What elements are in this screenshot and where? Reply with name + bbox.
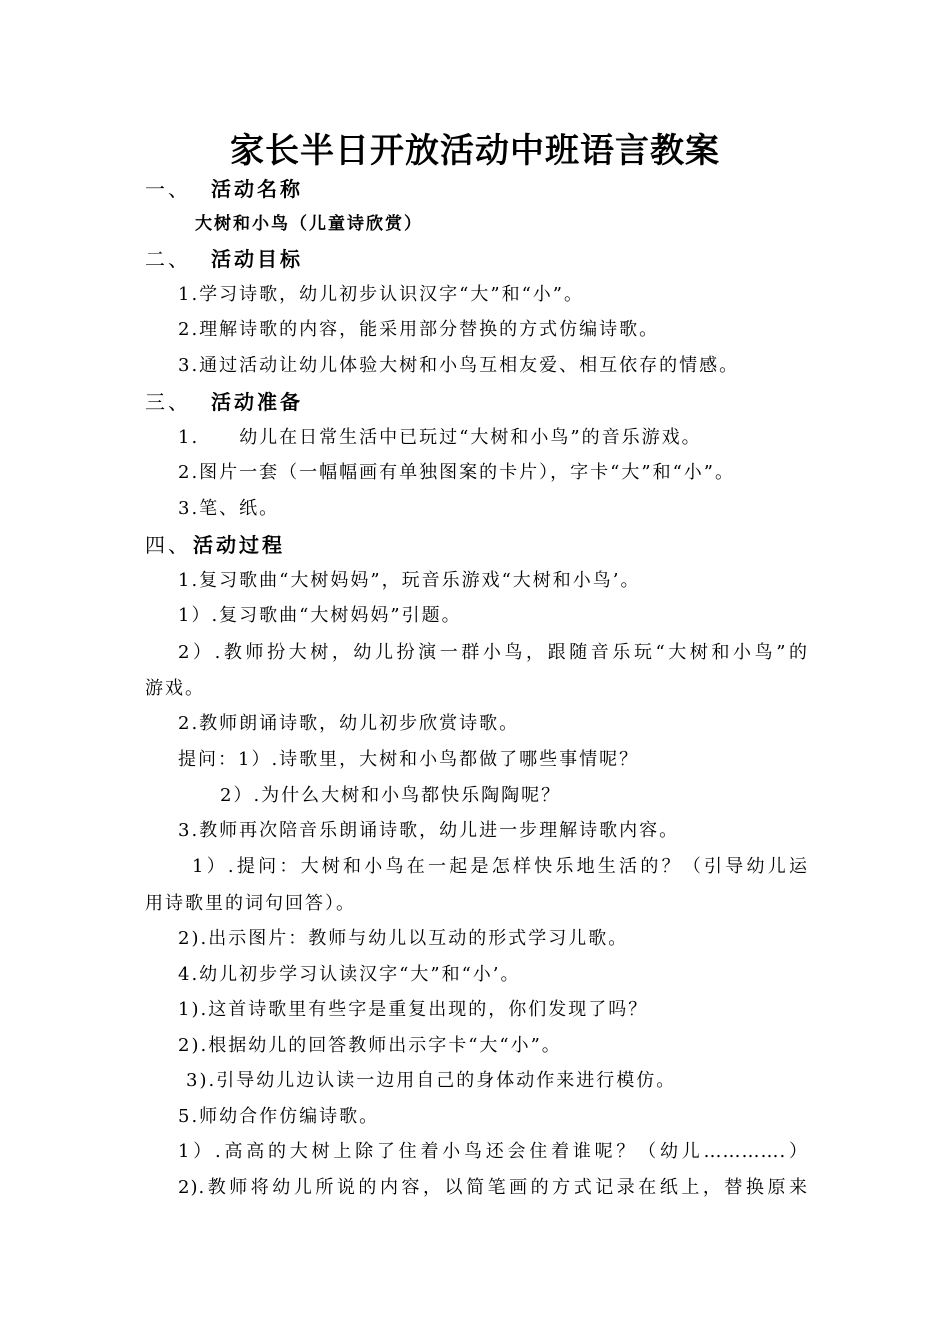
preparation-text: 幼儿在日常生活中已玩过“大树和小鸟”的音乐游戏。 — [239, 427, 702, 448]
process-line: 2).根据幼儿的回答教师出示字卡“大“小”。 — [178, 1035, 562, 1056]
preparation-item: 2.图片一套（一幅幅画有单独图案的卡片），字卡“大”和“小”。 — [178, 462, 735, 483]
process-line: 2.教师朗诵诗歌，幼儿初步欣赏诗歌。 — [178, 713, 520, 734]
process-line: 1）.复习歌曲“大树妈妈”引题。 — [178, 605, 462, 626]
process-line: 1）.高高的大树上除了住着小鸟还会住着谁呢？（幼儿………….） — [178, 1141, 808, 1162]
goal-item: 2.理解诗歌的内容，能采用部分替换的方式仿编诗歌。 — [178, 319, 660, 340]
section-title: 活动过程 — [193, 533, 285, 557]
goal-item: 3.通过活动让幼儿体验大树和小鸟互相友爱、相互依存的情感。 — [178, 355, 740, 376]
activity-name: 大树和小鸟（儿童诗欣赏） — [195, 214, 423, 234]
section-heading-3 — [145, 389, 303, 415]
section-heading-1 — [145, 176, 303, 202]
process-line: 游戏。 — [145, 678, 205, 699]
goal-item: 1.学习诗歌，幼儿初步认识汉字“大”和“小”。 — [178, 284, 584, 305]
process-line: 4.幼儿初步学习认读汉字“大”和“小’。 — [178, 964, 521, 985]
section-title: 活动目标 — [211, 247, 303, 271]
process-line: 提问：1）.诗歌里，大树和小鸟都做了哪些事情呢？ — [178, 749, 640, 770]
process-line: 1.复习歌曲“大树妈妈”，玩音乐游戏“大树和小鸟’。 — [178, 570, 641, 591]
section-number: 三、 — [145, 390, 191, 414]
process-line: 3).引导幼儿边认读一边用自己的身体动作来进行模仿。 — [186, 1070, 677, 1091]
preparation-number: 1. — [178, 427, 200, 448]
process-line: 2).教师将幼儿所说的内容，以简笔画的方式记录在纸上，替换原来 — [178, 1177, 808, 1198]
process-line: 1）.提问：大树和小鸟在一起是怎样快乐地生活的？（引导幼儿运 — [192, 856, 808, 877]
process-line: 3.教师再次陪音乐朗诵诗歌，幼儿进一步理解诗歌内容。 — [178, 820, 680, 841]
section-number: 一、 — [145, 177, 191, 201]
process-line: 2）.为什么大树和小鸟都快乐陶陶呢？ — [220, 785, 562, 806]
process-line: 2）.教师扮大树，幼儿扮演一群小鸟，跟随音乐玩“大树和小鸟”的 — [178, 642, 808, 663]
section-title: 活动名称 — [211, 177, 303, 201]
section-title: 活动准备 — [211, 390, 303, 414]
process-line: 用诗歌里的词句回答）。 — [145, 893, 356, 914]
section-heading-2 — [145, 246, 303, 272]
process-line: 2).出示图片：教师与幼儿以互动的形式学习儿歌。 — [178, 928, 629, 949]
process-line: 1).这首诗歌里有些字是重复出现的，你们发现了吗？ — [178, 999, 649, 1020]
preparation-item — [178, 425, 702, 451]
preparation-item: 3.笔、纸。 — [178, 498, 280, 519]
section-number: 四、 — [145, 533, 191, 557]
process-line: 5.师幼合作仿编诗歌。 — [178, 1106, 380, 1127]
document-title: 家长半日开放活动中班语言教案 — [230, 131, 720, 171]
section-number: 二、 — [145, 247, 191, 271]
section-heading-4 — [145, 532, 285, 558]
